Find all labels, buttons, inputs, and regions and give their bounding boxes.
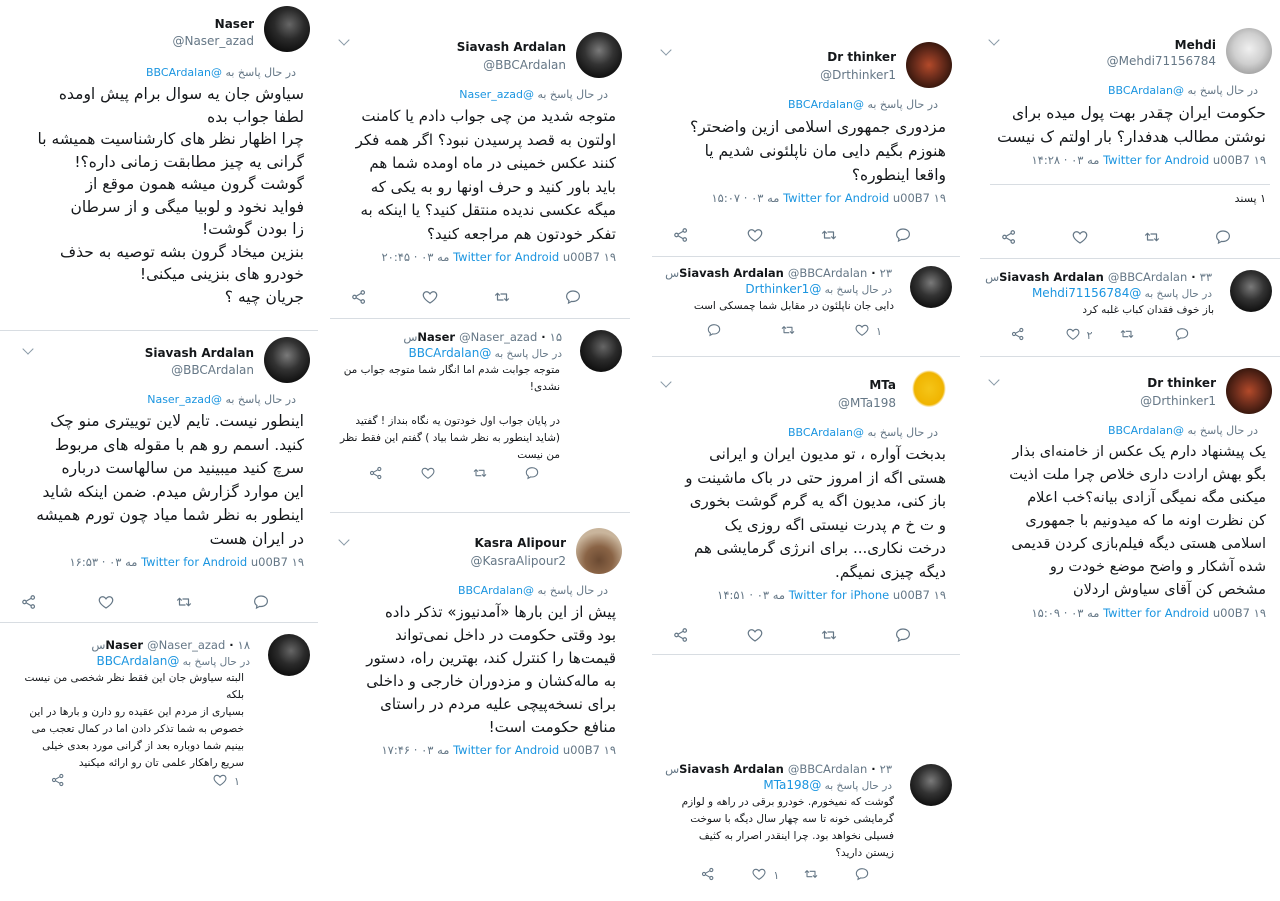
divider — [980, 356, 1280, 357]
reply-header: Siavash Ardalan @BBCArdalan · ۳۳س — [985, 270, 1212, 284]
heart-icon — [746, 226, 764, 244]
author-name[interactable]: Mehdi — [1174, 38, 1216, 52]
retweet-button[interactable] — [472, 465, 518, 483]
tweet-text: دایی جان ناپلئون در مقابل شما چمسکی است — [693, 300, 894, 312]
tweet-source[interactable]: Twitter for Android — [1103, 606, 1210, 620]
retweet-icon — [780, 322, 798, 340]
tweet-timestamp: u00B7 ۱۹ مه ۰۳ · ۱۷:۴۶ — [381, 743, 616, 757]
reply-icon — [706, 322, 724, 340]
like-button[interactable] — [746, 626, 792, 644]
share-button[interactable] — [672, 226, 718, 244]
tweet-meta — [980, 602, 1280, 620]
avatar-siavash[interactable] — [576, 32, 622, 78]
divider — [980, 258, 1280, 259]
author-handle[interactable]: @Drthinker1 — [1140, 394, 1216, 408]
author-name[interactable]: Dr thinker — [1147, 376, 1216, 390]
author-name[interactable]: Siavash Ardalan — [679, 762, 784, 776]
reply-button[interactable] — [894, 626, 940, 644]
share-button[interactable] — [350, 288, 396, 306]
divider — [330, 318, 630, 319]
heart-icon — [212, 772, 230, 790]
reply-context — [0, 652, 310, 668]
author-handle[interactable]: @Drthinker1 — [820, 68, 896, 82]
retweet-icon — [175, 593, 193, 611]
reply-button[interactable] — [854, 866, 900, 884]
retweet-icon — [472, 465, 490, 483]
retweet-button[interactable] — [820, 226, 866, 244]
reply-button[interactable] — [252, 593, 298, 611]
reply-icon — [252, 593, 270, 611]
reply-mention[interactable]: @Naser_azad — [459, 88, 534, 101]
tweet-timestamp: u00B7 ۱۹ مه ۰۳ · ۱۴:۲۸ — [1031, 153, 1266, 167]
divider — [652, 654, 960, 655]
share-button[interactable] — [700, 866, 746, 884]
reply-icon — [1214, 228, 1232, 246]
author-name[interactable]: Siavash Ardalan — [144, 346, 254, 360]
tweet-naser-1[interactable] — [0, 0, 318, 330]
like-count: ۱ — [234, 774, 240, 788]
avatar-mta[interactable] — [906, 368, 952, 414]
reply-mention[interactable]: @BBCArdalan — [96, 654, 180, 668]
divider — [0, 622, 318, 623]
likes-count-line[interactable]: ۱ پسند — [1234, 192, 1266, 205]
reply-prefix: در حال پاسخ به — [1187, 84, 1258, 97]
author-name[interactable]: Siavash Ardalan — [456, 40, 566, 54]
author-name[interactable]: Siavash Ardalan — [679, 266, 784, 280]
reply-mention[interactable]: @BBCArdalan — [1108, 84, 1184, 97]
reply-prefix: در حال پاسخ به — [182, 656, 250, 668]
column-4 — [980, 0, 1280, 805]
tweet-meta — [0, 551, 318, 569]
reply-mention[interactable]: @Drthinker1 — [745, 282, 822, 296]
reply-context — [652, 280, 952, 296]
reply-context — [330, 568, 630, 597]
action-bar — [672, 226, 940, 244]
like-button[interactable] — [212, 772, 258, 790]
like-count: ۱ — [773, 868, 780, 882]
action-bar — [350, 288, 610, 306]
heart-icon — [746, 626, 764, 644]
reply-mention[interactable]: @BBCArdalan — [146, 66, 222, 79]
reply-prefix: در حال پاسخ به — [1187, 424, 1258, 437]
avatar-drthinker[interactable] — [1226, 368, 1272, 414]
heart-icon — [421, 288, 439, 306]
like-count: ۱ — [876, 324, 882, 338]
reply-prefix: در حال پاسخ به — [867, 426, 938, 439]
reply-context — [652, 82, 960, 111]
retweet-icon — [803, 866, 821, 884]
author-handle[interactable]: @Mehdi71156784 — [1106, 54, 1216, 68]
tweet-meta — [652, 584, 960, 602]
retweet-icon — [1143, 228, 1161, 246]
like-button[interactable] — [421, 288, 467, 306]
author-handle[interactable]: @BBCArdalan — [787, 266, 868, 280]
share-button[interactable] — [672, 626, 718, 644]
author-handle[interactable]: @BBCArdalan — [171, 363, 254, 377]
tweet-timestamp: u00B7 ۱۹ مه ۰۳ · ۱۴:۵۱ — [717, 588, 946, 602]
action-bar — [672, 626, 940, 644]
chevron-down-icon[interactable] — [988, 34, 999, 45]
tweet-time: ۲۳س — [665, 762, 892, 776]
tweet-source[interactable]: Twitter for Android — [453, 250, 560, 264]
tweet-text: گوشت که نمیخورم. خودرو برقی در راهه و لوازم گرمایشی خونه تا سه چهار سال دیگه با سوخت فسیلی نخواهد بود. چرا اینقدر اصرار به کثیف زیستن دارید؟ — [681, 796, 894, 859]
tweet-source[interactable]: Twitter for Android — [783, 191, 890, 205]
tweet-timestamp: u00B7 ۱۹ مه ۰۳ · ۱۵:۰۷ — [711, 191, 946, 205]
reply-prefix: در حال پاسخ به — [824, 284, 892, 296]
author-name[interactable]: MTa — [869, 378, 896, 392]
divider — [330, 512, 630, 513]
reply-context — [330, 344, 622, 360]
reply-button[interactable] — [706, 322, 752, 340]
tweet-siavash-4[interactable] — [652, 754, 960, 901]
reply-mention[interactable]: @BBCArdalan — [408, 346, 492, 360]
column-1 — [0, 0, 318, 805]
action-bar — [20, 593, 298, 611]
chevron-down-icon[interactable] — [660, 44, 671, 55]
share-icon — [672, 226, 690, 244]
reply-button[interactable] — [564, 288, 610, 306]
retweet-button[interactable] — [493, 288, 539, 306]
tweet-naser-2[interactable] — [0, 624, 318, 805]
retweet-button[interactable] — [175, 593, 221, 611]
tweet-text: متوجه جوابت شدم اما انگار شما متوجه جواب من نشدی! در پایان جواب اول خودتون یه نگاه بنداز ! گفتید (شاید اینطور به نظر شما بیاد ) گفتم این فقط نظر من نیست — [340, 364, 560, 461]
reply-context — [0, 385, 318, 406]
avatar-siavash[interactable] — [910, 266, 952, 308]
like-button[interactable] — [97, 593, 143, 611]
divider — [990, 184, 1270, 185]
reply-button[interactable] — [524, 465, 570, 483]
tweet-time: ۳۳س — [985, 270, 1212, 284]
reply-context — [0, 54, 318, 79]
reply-mention[interactable]: @Naser_azad — [147, 393, 222, 406]
avatar-naser[interactable] — [580, 330, 622, 372]
chevron-down-icon[interactable] — [338, 534, 349, 545]
like-button[interactable] — [854, 322, 900, 340]
retweet-icon — [820, 626, 838, 644]
reply-header: Siavash Ardalan @BBCArdalan · ۲۳س — [665, 266, 892, 280]
reply-prefix: در حال پاسخ به — [824, 780, 892, 792]
share-icon — [672, 626, 690, 644]
author-name[interactable]: Naser — [105, 638, 144, 652]
tweet-time: ۱۵س — [403, 330, 562, 344]
reply-context — [980, 284, 1272, 300]
chevron-down-icon[interactable] — [22, 343, 33, 354]
reply-button[interactable] — [1214, 228, 1260, 246]
share-icon — [1000, 228, 1018, 246]
share-icon — [1010, 326, 1028, 344]
reply-icon — [1174, 326, 1192, 344]
tweet-text: باز خوف فقدان کباب غلبه کرد — [1082, 304, 1214, 316]
reply-icon — [524, 465, 542, 483]
avatar-drthinker[interactable] — [906, 42, 952, 88]
retweet-button[interactable] — [1119, 326, 1165, 344]
tweet-siavash-2[interactable] — [330, 18, 630, 318]
tweet-mehdi[interactable] — [980, 16, 1280, 256]
tweet-drthinker-1[interactable] — [652, 28, 960, 254]
tweet-mta[interactable] — [652, 360, 960, 652]
chevron-down-icon[interactable] — [988, 374, 999, 385]
tweet-source[interactable]: Twitter for iPhone — [788, 588, 890, 602]
action-bar — [700, 866, 900, 884]
tweet-drthinker-2[interactable] — [980, 360, 1280, 650]
tweet-siavash-5[interactable] — [980, 262, 1280, 354]
reply-context — [652, 414, 960, 439]
tweet-text: پیش از این بارها «آمدنیوز» تذکر داده بود وقتی حکومت در داخل نمی‌تواند قیمت‌ها را کنترل کند، بهترین راه، دستور به مالەکشان و مزدوران خارجی و داخلی برای نسخه‌پیچی علیه مردم در راستای منافع حکومت است! — [366, 603, 616, 736]
retweet-icon — [1119, 326, 1137, 344]
retweet-button[interactable] — [780, 322, 826, 340]
heart-icon — [854, 322, 872, 340]
chevron-down-icon[interactable] — [660, 376, 671, 387]
tweet-siavash-3[interactable] — [652, 258, 960, 354]
reply-header: Naser @Naser_azad · ۱۵س — [403, 330, 562, 344]
tweet-text: حکومت ایران چقدر بهت پول میده برای نوشتن مطالب هدفدار؟ بار اولتم ک نیست — [997, 104, 1266, 146]
author-handle[interactable]: @Naser_azad — [172, 34, 254, 48]
author-handle[interactable]: @Naser_azad — [147, 638, 226, 652]
tweet-source[interactable]: Twitter for Android — [1103, 153, 1210, 167]
reply-mention[interactable]: @Mehdi71156784 — [1031, 286, 1142, 300]
tweet-time: ۲۳س — [665, 266, 892, 280]
tweet-meta — [652, 187, 960, 205]
heart-icon — [420, 465, 438, 483]
share-icon — [700, 866, 718, 884]
avatar-siavash[interactable] — [264, 337, 310, 383]
heart-icon — [751, 866, 769, 884]
share-icon — [50, 772, 68, 790]
tweet-timestamp: u00B7 ۱۹ مه ۰۳ · ۱۵:۰۹ — [1031, 606, 1266, 620]
like-button[interactable] — [1071, 228, 1117, 246]
share-button[interactable] — [20, 593, 66, 611]
retweet-icon — [493, 288, 511, 306]
reply-button[interactable] — [1174, 326, 1220, 344]
divider — [652, 356, 960, 357]
reply-header: Siavash Ardalan @BBCArdalan · ۲۳س — [665, 762, 892, 776]
reply-context — [980, 414, 1280, 437]
reply-prefix: در حال پاسخ به — [225, 393, 296, 406]
reply-prefix: در حال پاسخ به — [225, 66, 296, 79]
column-2 — [330, 0, 630, 805]
avatar-siavash[interactable] — [910, 764, 952, 806]
reply-prefix: در حال پاسخ به — [537, 584, 608, 597]
like-button[interactable] — [420, 465, 466, 483]
tweet-timestamp: u00B7 ۱۹ مه ۰۳ · ۱۶:۵۳ — [69, 555, 304, 569]
reply-mention[interactable]: @BBCArdalan — [788, 98, 864, 111]
avatar-mehdi[interactable] — [1226, 28, 1272, 74]
action-bar — [368, 465, 570, 483]
reply-prefix: در حال پاسخ به — [1144, 288, 1212, 300]
author-handle[interactable]: @BBCArdalan — [787, 762, 868, 776]
author-name[interactable]: Naser — [417, 330, 456, 344]
author-name[interactable]: Kasra Alipour — [474, 536, 566, 550]
tweet-source[interactable]: Twitter for Android — [453, 743, 560, 757]
tweet-time: ۱۸س — [91, 638, 250, 652]
tweet-siavash-1[interactable] — [0, 331, 318, 619]
reply-icon — [854, 866, 872, 884]
action-bar — [1000, 228, 1260, 246]
share-button[interactable] — [1000, 228, 1046, 246]
author-handle[interactable]: @BBCArdalan — [1107, 270, 1188, 284]
avatar-naser[interactable] — [264, 6, 310, 52]
reply-prefix: در حال پاسخ به — [537, 88, 608, 101]
tweet-timestamp: u00B7 ۱۹ مه ۰۳ · ۲۰:۴۵ — [381, 250, 616, 264]
author-handle[interactable]: @BBCArdalan — [483, 58, 566, 72]
tweet-naser-3[interactable] — [330, 320, 630, 508]
tweet-text: سیاوش جان یه سوال برام پیش اومده لطفا جواب بده چرا اظهار نظر های کارشناسیت همیشه با گرانی یه چیز مطابقت زمانی داره؟! گوشت گرون میشه همون موقع از فواید نخود و لوبیا میگی و از سرطان زا بودن گوشت! بنزین میخاد گرون بشه توصیه به حذف خودرو های بنزینی میکنی! جریان چیه ؟ — [37, 85, 304, 306]
reply-context — [980, 70, 1280, 97]
retweet-icon — [820, 226, 838, 244]
retweet-button[interactable] — [803, 866, 849, 884]
tweet-meta — [330, 246, 630, 264]
tweet-meta — [980, 149, 1280, 167]
like-button[interactable] — [746, 226, 792, 244]
tweet-text: بدبخت آواره ، تو مدیون ایران و ایرانی هستی اگه از امروز حتی در باک ماشینت و باز کنی، مدیون اگه یه گرم گوشت بخوری و ت خ م پدرت نیستی اگه روزی یک درخت نکاری... برای انرژی گرمایشی هم دیگه چیزی نمیگم. — [685, 445, 946, 581]
share-icon — [350, 288, 368, 306]
share-button[interactable] — [1010, 326, 1056, 344]
tweet-text: یک پیشنهاد دارم یک عکس از خامنه‌ای بذار بگو بهش ارادت داری خلاص چرا ملت اذیت میکنی مگه نمیگی آزادی بیانه؟خب اعلام کن نظرت اونه ما که میدونیم با جمهوری اسلامی هستی دیگه فیلم‌بازی کردن قدیمی شده آشکار و واضح موضع خودت رو مشخص کن آقای سیاوش اردلان — [1009, 444, 1266, 598]
reply-mention[interactable]: @MTa198 — [763, 778, 822, 792]
reply-context — [330, 72, 630, 101]
action-bar — [50, 772, 258, 790]
heart-icon — [1071, 228, 1089, 246]
reply-icon — [564, 288, 582, 306]
reply-context — [652, 776, 952, 792]
share-button[interactable] — [50, 772, 96, 790]
retweet-button[interactable] — [820, 626, 866, 644]
tweet-text: اینطور نیست. تایم لاین توییتری منو چک کنید. اسمم رو هم با مقوله های مربوط سرچ کنید میبینید من سالهاست درباره این موارد گزارش میدم. ضمن اینکه شاید اینطور به نظر شما میاد چون تورم همیشه در ایران هست — [36, 412, 304, 548]
heart-icon — [1065, 326, 1083, 344]
action-bar — [706, 322, 900, 340]
tweet-meta — [330, 739, 630, 757]
author-name[interactable]: Dr thinker — [827, 50, 896, 64]
divider — [652, 256, 960, 257]
like-button[interactable] — [751, 866, 797, 884]
avatar-siavash[interactable] — [1230, 270, 1272, 312]
column-3 — [652, 0, 960, 882]
avatar-kasra[interactable] — [576, 528, 622, 574]
like-button[interactable] — [1065, 326, 1111, 344]
reply-prefix: در حال پاسخ به — [494, 348, 562, 360]
reply-mention[interactable]: @BBCArdalan — [458, 584, 534, 597]
author-name[interactable]: Siavash Ardalan — [999, 270, 1104, 284]
reply-header: Naser @Naser_azad · ۱۸س — [91, 638, 250, 652]
tweet-text: مزدوری جمهوری اسلامی ازین واضحتر؟ هنوزم بگیم دایی مان ناپلئونی شدیم یا واقعا اینطوره؟ — [690, 118, 946, 184]
chevron-down-icon[interactable] — [338, 34, 349, 45]
reply-prefix: در حال پاسخ به — [867, 98, 938, 111]
heart-icon — [97, 593, 115, 611]
reply-icon — [894, 226, 912, 244]
reply-button[interactable] — [894, 226, 940, 244]
author-handle[interactable]: @Naser_azad — [459, 330, 538, 344]
retweet-button[interactable] — [1143, 228, 1189, 246]
share-button[interactable] — [368, 465, 414, 483]
share-icon — [20, 593, 38, 611]
author-handle[interactable]: @MTa198 — [838, 396, 896, 410]
author-name[interactable]: Naser — [214, 17, 254, 31]
avatar-naser[interactable] — [268, 634, 310, 676]
reply-mention[interactable]: @BBCArdalan — [788, 426, 864, 439]
reply-icon — [894, 626, 912, 644]
author-handle[interactable]: @KasraAlipour2 — [470, 554, 566, 568]
like-count: ۲ — [1086, 328, 1093, 342]
tweet-text: البته سیاوش جان این فقط نظر شخصی من نیست بلکه بسیاری از مردم این عقیده رو دارن و بارها در این خصوص به شما تذکر دادن اما در کمال تعجب می بینیم شما دوباره بعد از گرانی مورد بعدی خیلی سریع راهکار علمی تان رو ارائه میکنید — [24, 672, 244, 769]
action-bar — [1010, 326, 1220, 344]
tweet-text: متوجه شدید من چی جواب دادم یا کامنت اولتون به قصد پرسیدن نبود؟ اگر همه فکر کنند عکس خمینی در ماه اومده شما هم باید باور کنید و حرف اونها رو به یکی که میگه عکسی ندیده منتقل کنید؟ یا اینکه به تفکر خودتون هم مراجعه کنید؟ — [355, 107, 616, 243]
share-icon — [368, 465, 386, 483]
tweet-source[interactable]: Twitter for Android — [141, 555, 248, 569]
reply-mention[interactable]: @BBCArdalan — [1108, 424, 1184, 437]
tweet-kasra[interactable] — [330, 514, 630, 805]
